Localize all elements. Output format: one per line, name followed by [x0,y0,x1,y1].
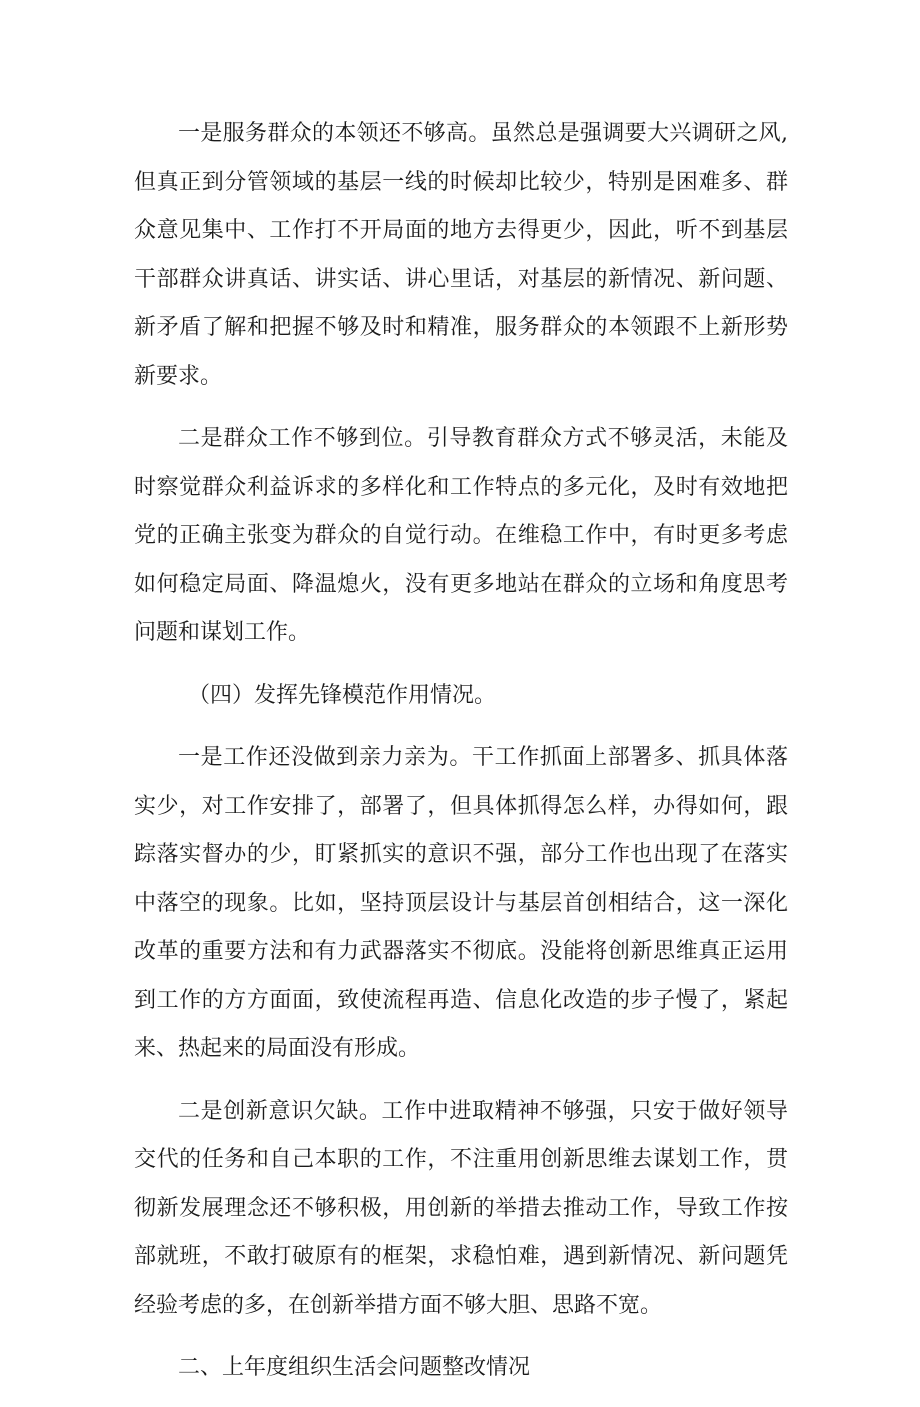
paragraph-hands-on-work: 一是工作还没做到亲力亲为。干工作抓面上部署多、抓具体落实少，对工作安排了，部署了，但具体抓得怎么样，办得如何，跟踪落实督办的少，盯紧抓实的意识不强，部分工作也出现了在落实中落空的现象。比如，坚持顶层设计与基层首创相结合，这一深化改革的重要方法和有力武器落实不彻底。没能将创新思维真正运用到工作的方方面面，致使流程再造、信息化改造的步子慢了，紧起来、热起来的局面没有形成。 [134,745,788,1061]
section-heading-rectification: 二、上年度组织生活会问题整改情况 [178,1355,531,1380]
paragraph-mass-work: 二是群众工作不够到位。引导教育群众方式不够灵活，未能及时察觉群众利益诉求的多样化和工作特点的多元化，及时有效地把党的正确主张变为群众的自觉行动。在维稳工作中，有时更多考虑如何稳定局面、降温熄火，没有更多地站在群众的立场和角度思考问题和谋划工作。 [134,426,788,645]
section-heading-vanguard-role: （四）发挥先锋模范作用情况。 [188,682,497,708]
paragraph-service-ability: 一是服务群众的本领还不够高。虽然总是强调要大兴调研之风,但真正到分管领域的基层一线的时候却比较少，特别是困难多、群众意见集中、工作打不开局面的地方去得更少，因此，听不到基层干部群众讲真话、讲实话、讲心里话，对基层的新情况、新问题、新矛盾了解和把握不够及时和精准，服务群众的本领跟不上新形势新要求。 [134,121,788,389]
paragraph-innovation-awareness: 二是创新意识欠缺。工作中进取精神不够强，只安于做好领导交代的任务和自己本职的工作，不注重用创新思维去谋划工作，贯彻新发展理念还不够积极，用创新的举措去推动工作，导致工作按部就班，不敢打破原有的框架，求稳怕难，遇到新情况、新问题凭经验考虑的多，在创新举措方面不够大胆、思路不宽。 [134,1098,788,1318]
document-body [134,110,788,1407]
